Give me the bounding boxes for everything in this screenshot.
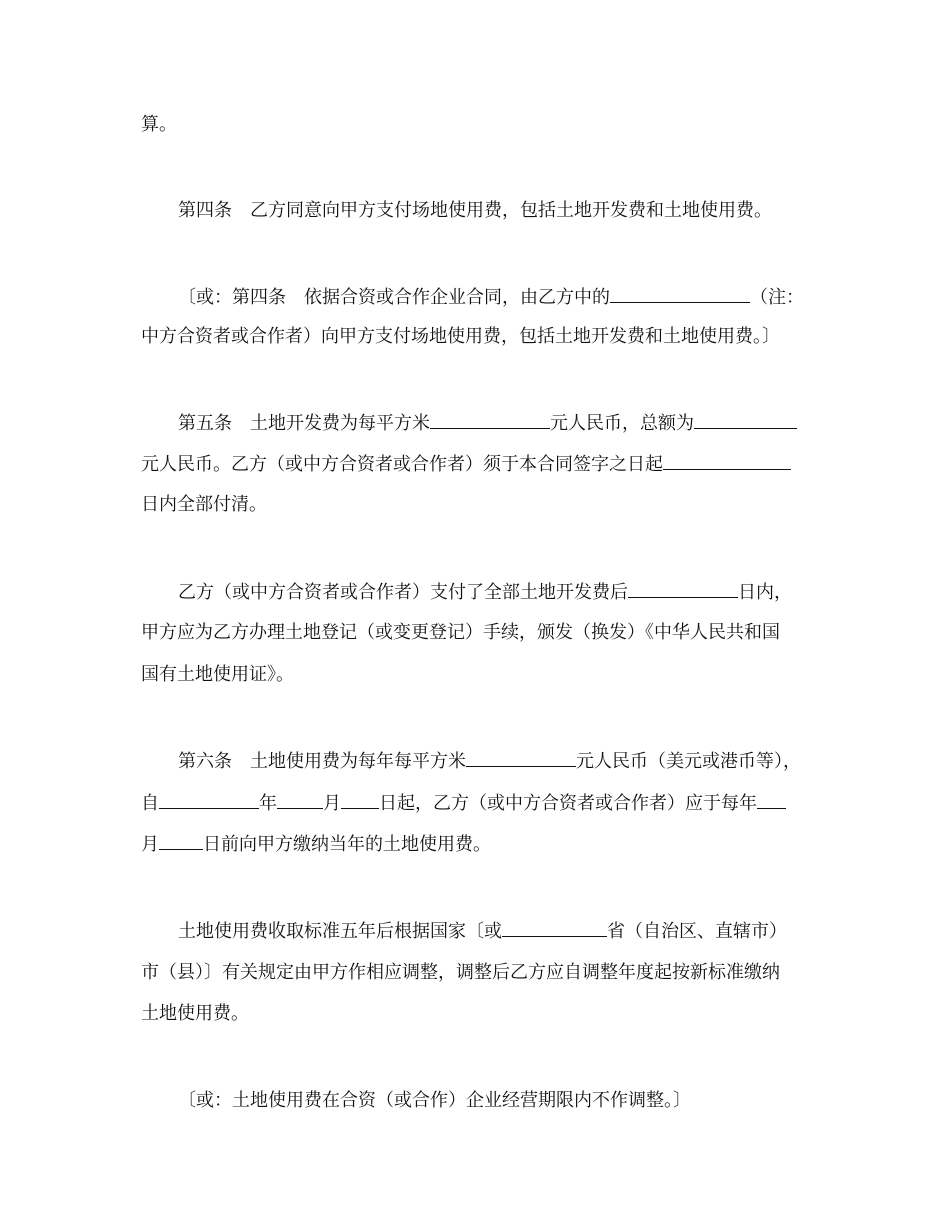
text: 土地开发费为每平方米 — [250, 413, 430, 434]
article-5-line-2 — [141, 452, 791, 477]
article-number: 第五条 — [178, 413, 232, 434]
text: 土地使用费为每年每平方米 — [250, 751, 466, 772]
text: 甲方应为乙方办理土地登记（或变更登记）手续，颁发（换发）《中华人民共和国 — [141, 622, 780, 643]
fill-blank — [430, 411, 550, 429]
text: 自 — [141, 793, 159, 814]
text: 元人民币，总额为 — [550, 413, 694, 434]
text: 日内， — [738, 582, 792, 603]
fill-blank — [341, 791, 379, 809]
article-5-line-3 — [141, 493, 267, 517]
text: 年 — [259, 793, 277, 814]
fee-adjustment-line-1 — [178, 919, 787, 944]
paragraph-continuation — [141, 113, 177, 137]
text: 国有土地使用证》。 — [141, 664, 294, 685]
land-certificate-line-2 — [141, 621, 780, 645]
fill-blank — [502, 919, 607, 937]
fill-blank — [663, 452, 791, 470]
article-4-alt-line-1 — [178, 285, 804, 310]
text: 省（自治区、直辖市） — [607, 921, 787, 942]
text: 月 — [141, 834, 159, 855]
fill-blank — [159, 832, 203, 850]
text: 土地使用费。 — [141, 1003, 249, 1024]
text: 算。 — [141, 114, 177, 135]
fill-blank — [628, 580, 738, 598]
article-number: 第六条 — [178, 751, 232, 772]
text: 依据合资或合作企业合同，由乙方中的 — [304, 287, 610, 308]
fee-adjustment-line-2 — [141, 961, 780, 985]
land-certificate-line-1 — [178, 580, 792, 605]
text: 元人民币（美元或港币等）， — [576, 751, 801, 772]
fill-blank — [610, 285, 750, 303]
article-6-line-3 — [141, 832, 491, 857]
fee-no-adjustment-alt — [178, 1089, 691, 1113]
text: 日起，乙方（或中方合资者或合作者）应于每年 — [379, 793, 757, 814]
article-6-line-2 — [141, 791, 786, 816]
text: 〔或：土地使用费在合资（或合作）企业经营期限内不作调整。〕 — [178, 1090, 691, 1111]
text: 市（县）〕有关规定由甲方作相应调整，调整后乙方应自调整年度起按新标准缴纳 — [141, 962, 780, 983]
fill-blank — [757, 791, 786, 809]
text: 土地使用费收取标准五年后根据国家〔或 — [178, 921, 502, 942]
text: 中方合资者或合作者）向甲方支付场地使用费，包括土地开发费和土地使用费。〕 — [141, 326, 780, 347]
text: 元人民币。乙方（或中方合资者或合作者）须于本合同签字之日起 — [141, 454, 663, 475]
fill-blank — [277, 791, 323, 809]
land-certificate-line-3 — [141, 663, 294, 687]
fill-blank — [466, 749, 576, 767]
text: 日前向甲方缴纳当年的土地使用费。 — [203, 834, 491, 855]
article-5-line-1 — [178, 411, 797, 436]
text: （注： — [750, 287, 804, 308]
fee-adjustment-line-3 — [141, 1002, 249, 1026]
text: 〔或：第四条 — [178, 287, 286, 308]
article-number: 第四条 — [178, 200, 232, 221]
article-4-alt-line-2 — [141, 325, 780, 349]
fill-blank — [159, 791, 259, 809]
article-6-line-1 — [178, 749, 801, 774]
article-text: 乙方同意向甲方支付场地使用费，包括土地开发费和土地使用费。 — [250, 200, 772, 221]
text: 乙方（或中方合资者或合作者）支付了全部土地开发费后 — [178, 582, 628, 603]
fill-blank — [694, 411, 797, 429]
article-4 — [178, 199, 772, 223]
text: 月 — [323, 793, 341, 814]
text: 日内全部付清。 — [141, 494, 267, 515]
